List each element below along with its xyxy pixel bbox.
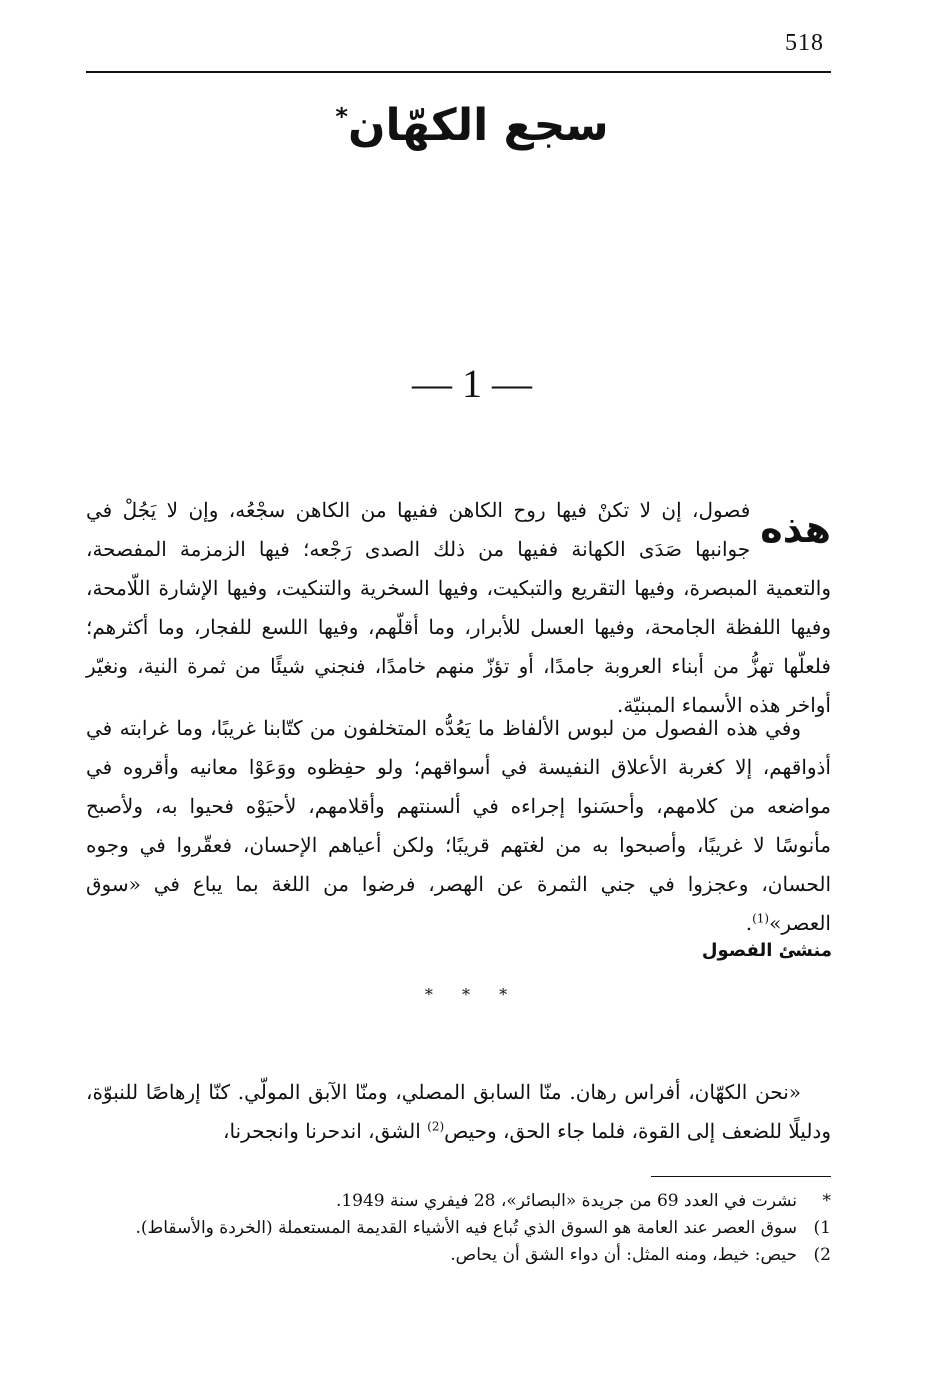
footnote-item [86, 1215, 831, 1242]
paragraph-3-text-b: الشق، اندحرنا وانجحرنا، [222, 1119, 428, 1143]
footnote-marker: * [822, 1191, 831, 1211]
paragraph-2-end: . [745, 911, 753, 935]
header-rule [86, 71, 831, 73]
paragraph-3 [86, 1053, 831, 1171]
footnote-ref-1: (1) [752, 911, 770, 926]
title-footnote-marker: * [335, 102, 348, 131]
footnote-text: نشرت في العدد 69 من جريدة «البصائر»، 28 فيفري سنة 1949. [335, 1191, 797, 1211]
paragraph-3-text-a: «نحن الكهّان، أفراس رهان. منّا السابق المصلي، ومنّا الآبق المولّي. كنّا إرهاصًا للنبوّة، ودليلًا للضعف إلى القوة، فلما جاء الحق، وحيص [86, 1080, 831, 1143]
footnote-text: حيص: خيط، ومنه المثل: أن دواء الشق أن يحاص. [450, 1245, 797, 1265]
section-number: — 1 — [412, 361, 532, 406]
page-number: 518 [785, 30, 824, 56]
paragraph-2 [86, 709, 831, 943]
section-separator: * * * [424, 985, 520, 1004]
opening-drop-word: هذه [760, 507, 831, 551]
paragraph-1 [86, 491, 831, 725]
article-title [0, 100, 944, 151]
footnote-item [86, 1242, 831, 1269]
signature: منشئ الفصول [701, 940, 832, 961]
footnotes [86, 1188, 831, 1269]
footnote-marker: 2) [813, 1245, 831, 1265]
footnote-text: سوق العصر عند العامة هو السوق الذي تُباع فيه الأشياء القديمة المستعملة (الخردة والأسقاط). [135, 1218, 797, 1238]
paragraph-1-text: فصول، إن لا تكنْ فيها روح الكاهن ففيها من الكاهن سجْعُه، وإن لا يَجُلْ في جوانبها صَدَى الكهانة ففيها من ذلك الصدى رَجْعه؛ فيها الزمزمة المفصحة، والتعمية المبصرة، وفيها التقريع والتبكيت، وفيها السخرية والتنكيت، وفيها الإشارة اللّامحة، وفيها اللفظة الجامحة، وفيها العسل للأبرار، وما أقلّهم، وفيها اللسع للفجار، وما أكثرهم؛ فلعلّها تهزُّ من أبناء العروبة جامدًا، أو تؤزّ منهم خامدًا، فنجني شيئًا من ثمرة النية، ونغيّر أواخر هذه الأسماء المبنيّة. [86, 498, 831, 717]
footnote-marker: 1) [813, 1218, 831, 1238]
footnote-item [86, 1188, 831, 1215]
footnote-ref-2: (2) [427, 1119, 445, 1134]
paragraph-2-text: وفي هذه الفصول من لبوس الألفاظ ما يَعُدُّه المتخلفون من كتّابنا غريبًا، وما غرابته في أذواقهم، إلا كغربة الأعلاق النفيسة في أسواقهم؛ ولو حفِظوه ووَعَوْا معانيه وأقروه في مواضعه من كلامهم، وأحسَنوا إجراءه في ألسنتهم وأقلامهم، لأحيَوْه فحيوا به، ولأصبح مأنوسًا لا غريبًا، وأصبحوا به من لغتهم قريبًا؛ ولكن أعياهم الإحسان، فعقّروا في وجوه الحسان، وعجزوا في جني الثمرة عن الهصر، فرضوا من اللغة بما يباع في «سوق العصر» [86, 716, 831, 935]
footnote-rule [651, 1176, 831, 1177]
article-title-text: سجع الكهّان [347, 100, 609, 151]
